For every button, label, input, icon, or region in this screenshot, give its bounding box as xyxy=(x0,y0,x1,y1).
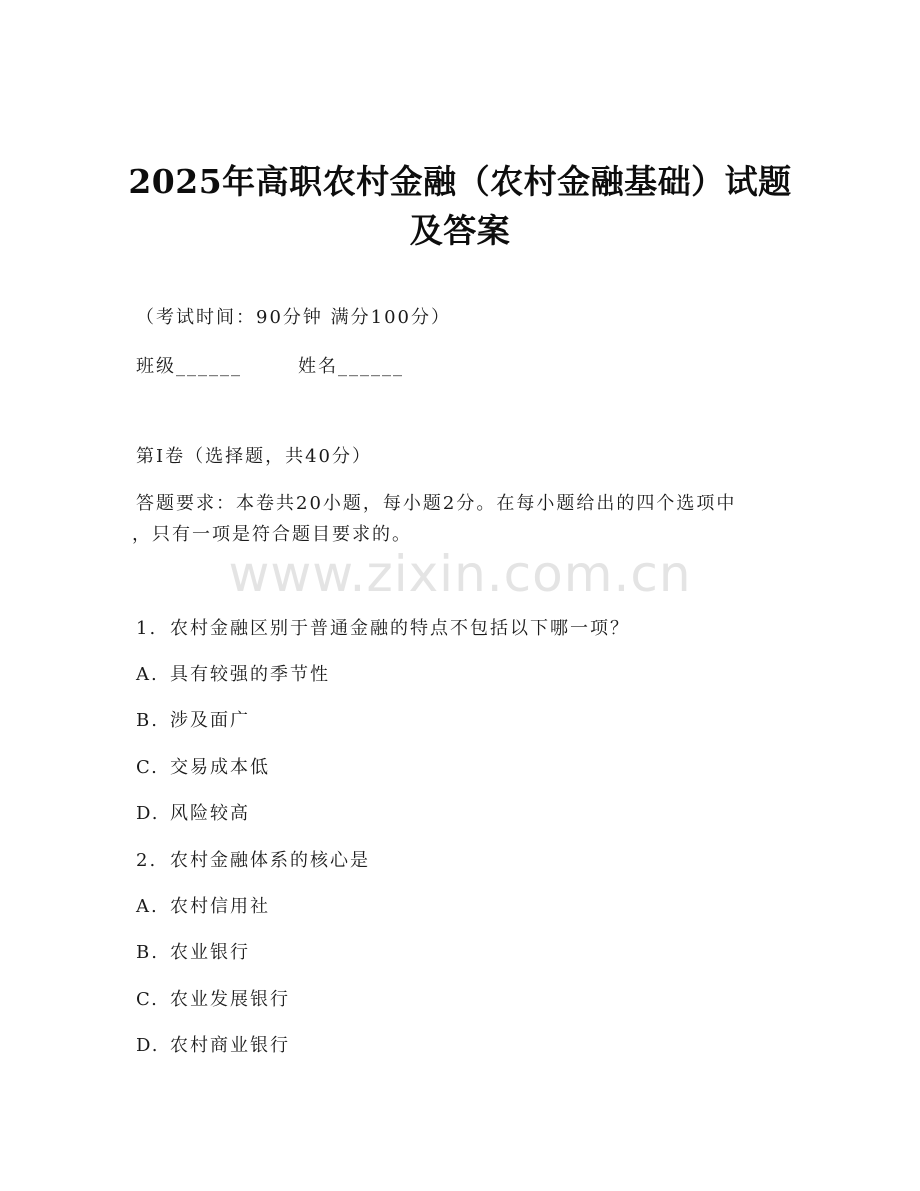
question-2-option-d xyxy=(136,1031,290,1057)
option-text: 具有较强的季节性 xyxy=(170,664,330,685)
question-1-option-a xyxy=(136,660,330,686)
option-letter: A. xyxy=(136,664,159,685)
option-text: 涉及面广 xyxy=(170,710,250,731)
question-1-option-b xyxy=(136,706,250,732)
question-number: 1. xyxy=(136,618,158,639)
option-letter: B. xyxy=(136,710,159,731)
option-text: 农村商业银行 xyxy=(170,1035,290,1056)
class-label: 班级______ xyxy=(136,356,242,377)
question-2-option-c xyxy=(136,985,290,1011)
option-letter: C. xyxy=(136,989,159,1010)
option-letter: C. xyxy=(136,757,159,778)
option-text: 交易成本低 xyxy=(170,757,270,778)
student-info-row xyxy=(136,352,404,378)
exam-time-info: （考试时间：90分钟 满分100分） xyxy=(136,307,451,328)
answer-requirement-line-2: ，只有一项是符合题目要求的。 xyxy=(132,524,412,545)
answer-requirement-line-1: 答题要求：本卷共20小题，每小题2分。在每小题给出的四个选项中 xyxy=(136,493,737,514)
option-letter: A. xyxy=(136,896,159,917)
document-title-line-2: 及答案 xyxy=(409,211,511,250)
option-text: 农村信用社 xyxy=(170,896,270,917)
question-2-option-a xyxy=(136,892,270,918)
question-1-option-c xyxy=(136,753,270,779)
option-letter: D. xyxy=(136,803,160,824)
question-1-option-d xyxy=(136,799,250,825)
name-label: 姓名______ xyxy=(298,356,404,377)
question-text: 农村金融区别于普通金融的特点不包括以下哪一项？ xyxy=(170,618,630,639)
option-letter: D. xyxy=(136,1035,160,1056)
option-text: 农业发展银行 xyxy=(170,989,290,1010)
document-title-line-1: 2025年高职农村金融（农村金融基础）试题 xyxy=(128,162,792,201)
option-text: 风险较高 xyxy=(170,803,250,824)
question-number: 2. xyxy=(136,850,158,871)
section-heading: 第I卷（选择题，共40分） xyxy=(136,446,373,467)
watermark: www.zixin.com.cn xyxy=(228,545,692,603)
question-1 xyxy=(136,614,630,640)
question-text: 农村金融体系的核心是 xyxy=(170,850,370,871)
question-2 xyxy=(136,846,370,872)
option-letter: B. xyxy=(136,942,159,963)
question-2-option-b xyxy=(136,938,250,964)
option-text: 农业银行 xyxy=(170,942,250,963)
